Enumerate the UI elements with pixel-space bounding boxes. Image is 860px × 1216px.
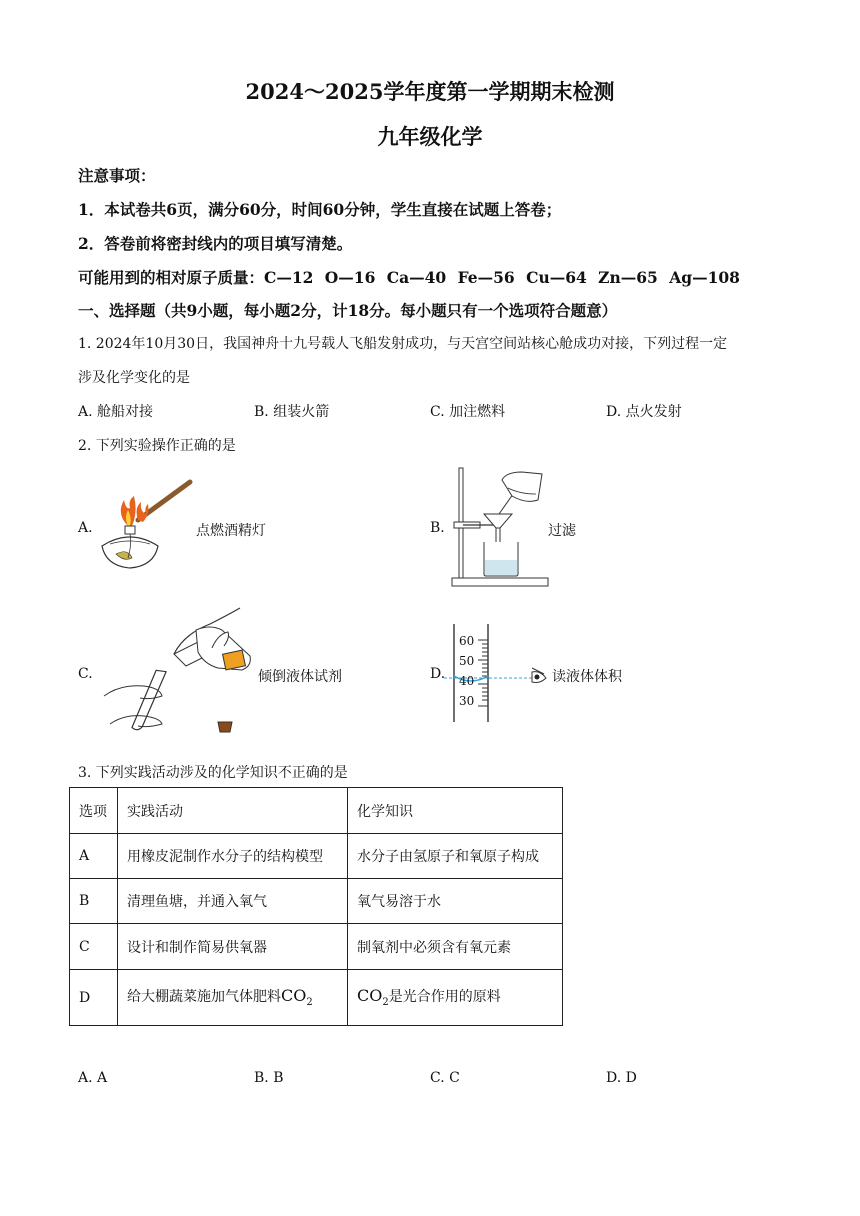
row-b-activity: 清理鱼塘，并通入氧气: [118, 879, 348, 924]
table-row: [70, 924, 563, 970]
row-a-knowledge: 水分子由氢原子和氧原子构成: [348, 834, 563, 879]
exam-title: 2024～2025学年度第一学期期末检测: [245, 79, 615, 104]
q2-option-c-caption: 倾倒液体试剂: [258, 669, 342, 685]
header-knowledge: 化学知识: [348, 788, 563, 834]
q3-option-d[interactable]: D. D: [606, 1070, 637, 1086]
row-d-knowledge: [348, 970, 563, 1026]
row-c-activity: 设计和制作简易供氧器: [118, 924, 348, 970]
q1-text-line-2: 涉及化学变化的是: [78, 370, 190, 386]
row-b-knowledge: 氧气易溶于水: [348, 879, 563, 924]
q1-option-b[interactable]: B. 组装火箭: [254, 404, 330, 420]
table-row: [70, 970, 563, 1026]
q3-option-a[interactable]: A. A: [78, 1070, 108, 1086]
row-a-activity: 用橡皮泥制作水分子的结构模型: [118, 834, 348, 879]
q3-text: 3. 下列实践活动涉及的化学知识不正确的是: [78, 765, 348, 781]
exam-subtitle: 九年级化学: [377, 124, 483, 149]
q3-option-b[interactable]: B. B: [254, 1070, 284, 1086]
atomic-masses: 可能用到的相对原子质量：C—12 O—16 Ca—40 Fe—56 Cu—64 Zn—65 Ag—108: [78, 268, 740, 287]
q2-text: 2. 下列实验操作正确的是: [78, 438, 236, 454]
row-d-option: D: [70, 970, 118, 1026]
row-a-option: A: [70, 834, 118, 879]
alcohol-lamp-lighting-icon: [98, 478, 198, 578]
table-row: [70, 879, 563, 924]
row-d-activity-text: 给大棚蔬菜施加气体肥料: [127, 989, 281, 1006]
q2-option-d-caption: 读液体体积: [552, 669, 622, 685]
header-activity: 实践活动: [118, 788, 348, 834]
q2-option-a-letter[interactable]: A.: [78, 520, 93, 536]
cylinder-tick-60: 60: [459, 634, 475, 648]
co2-formula: $CO_2$: [357, 986, 389, 1009]
notice-line-1: 1．本试卷共6页，满分60分，时间60分钟，学生直接在试题上答卷；: [78, 200, 562, 219]
pouring-liquid-icon: [100, 604, 260, 744]
q1-option-a[interactable]: A. 舱船对接: [78, 404, 154, 420]
table-row: [70, 834, 563, 879]
q1-text-line-1: 1. 2024年10月30日，我国神舟十九号载人飞船发射成功，与天宫空间站核心舱成功对接，下列过程一定: [78, 336, 728, 352]
q2-option-b-letter[interactable]: B.: [430, 520, 445, 536]
row-b-option: B: [70, 879, 118, 924]
q3-option-c[interactable]: C. C: [430, 1070, 460, 1086]
row-d-activity: [118, 970, 348, 1026]
cylinder-tick-40: 40: [459, 674, 475, 688]
q3-table: [69, 787, 563, 1026]
cylinder-tick-30: 30: [459, 694, 475, 708]
notice-heading: 注意事项：: [78, 166, 156, 185]
q2-option-d-letter[interactable]: D.: [430, 666, 446, 682]
cylinder-tick-labels: [459, 631, 479, 711]
q1-option-d[interactable]: D. 点火发射: [606, 404, 682, 420]
q2-option-c-letter[interactable]: C.: [78, 666, 93, 682]
cylinder-tick-50: 50: [459, 654, 475, 668]
q2-option-a-caption: 点燃酒精灯: [196, 523, 266, 539]
co2-formula: $CO_2$: [281, 986, 313, 1009]
q2-option-b-caption: 过滤: [548, 523, 576, 539]
q1-option-c[interactable]: C. 加注燃料: [430, 404, 506, 420]
section-1-heading: 一、选择题（共9小题，每小题2分，计18分。每小题只有一个选项符合题意）: [78, 301, 618, 320]
header-option: 选项: [70, 788, 118, 834]
filtration-apparatus-icon: [450, 466, 550, 588]
table-header-row: [70, 788, 563, 834]
row-c-option: C: [70, 924, 118, 970]
notice-line-2: 2．答卷前将密封线内的项目填写清楚。: [78, 234, 353, 253]
row-c-knowledge: 制氧剂中必须含有氧元素: [348, 924, 563, 970]
row-d-knowledge-text: 是光合作用的原料: [388, 989, 501, 1006]
